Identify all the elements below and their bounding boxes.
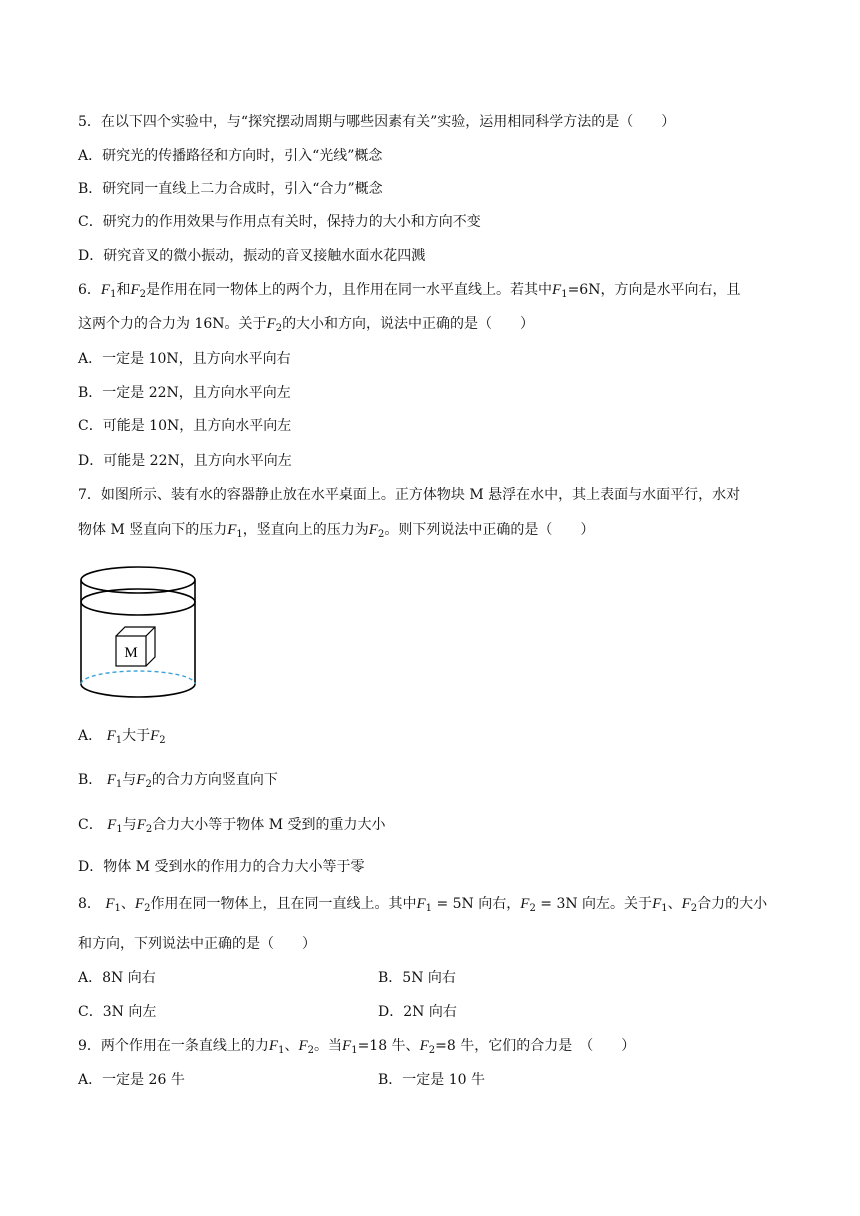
q9-option-b: B．一定是 10 牛 xyxy=(378,1072,486,1088)
q5-option-a: A．研究光的传播路径和方向时，引入“光线”概念 xyxy=(78,148,383,164)
container-bottom xyxy=(81,684,195,697)
q7-stem-line2: 物体 M 竖直向下的压力$F_1$，竖直向上的压力为$F_2$。则下列说法中正确的是（ ） xyxy=(78,522,595,540)
q6-option-c: C．可能是 10N，且方向水平向左 xyxy=(78,418,292,434)
q8-option-d: D．2N 向右 xyxy=(378,1004,457,1020)
container-bottom-hidden xyxy=(81,671,195,684)
q9-stem: 9．两个作用在一条直线上的力$F_1$、$F_2$。当$F_1=18$ 牛、$F_2=8$ 牛，它们的合力是 （ ） xyxy=(78,1038,636,1056)
q6-stem-line2: 这两个力的合力为 16N。关于$F_2$的大小和方向，说法中正确的是（ ） xyxy=(78,316,535,334)
q6-option-d: D．可能是 22N，且方向水平向左 xyxy=(78,453,292,469)
q6-option-a: A．一定是 10N，且方向水平向右 xyxy=(78,351,291,367)
q5-option-d: D．研究音叉的微小振动，振动的音叉接触水面水花四溅 xyxy=(78,248,426,264)
q5-option-c: C．研究力的作用效果与作用点有关时，保持力的大小和方向不变 xyxy=(78,214,481,230)
q8-option-b: B．5N 向右 xyxy=(378,970,456,986)
q6-option-b: B．一定是 22N，且方向水平向左 xyxy=(78,385,291,401)
q5-option-b: B．研究同一直线上二力合成时，引入“合力”概念 xyxy=(78,181,383,197)
water-container-diagram xyxy=(80,562,198,702)
q7-option-a: A． $F_1$大于$F_2$ xyxy=(78,728,166,746)
q5-stem: 5．在以下四个实验中，与“探究摆动周期与哪些因素有关”实验，运用相同科学方法的是（ ） xyxy=(78,114,676,130)
q8-stem-line1: 8． $F_1$、$F_2$作用在同一物体上，且在同一直线上。其中$F_1 = 5N$ 向右，$F_2 = 3N$ 向左。关于$F_1$、$F_2$合力的大小 xyxy=(78,896,768,914)
q8-stem-line2: 和方向，下列说法中正确的是（ ） xyxy=(78,936,316,952)
q9-option-a: A．一定是 26 牛 xyxy=(78,1072,185,1088)
q7-option-d: D．物体 M 受到水的作用力的合力大小等于零 xyxy=(78,859,365,875)
q7-option-b: B． $F_1$与$F_2$的合力方向竖直向下 xyxy=(78,772,278,790)
q7-option-c: C． $F_1$与$F_2$合力大小等于物体 M 受到的重力大小 xyxy=(78,817,386,835)
cube-label: M xyxy=(124,645,138,661)
q8-option-a: A．8N 向右 xyxy=(78,970,156,986)
q6-stem-line1: 6．$F_1$和$F_2$是作用在同一物体上的两个力，且作用在同一水平直线上。若其中$F_1=6N$，方向是水平向右，且 xyxy=(78,282,741,300)
q7-stem-line1: 7．如图所示、装有水的容器静止放在水平桌面上。正方体物块 M 悬浮在水中，其上表面与水面平行，水对 xyxy=(78,487,741,503)
q8-option-c: C．3N 向左 xyxy=(78,1004,157,1020)
container-figure xyxy=(80,562,198,702)
